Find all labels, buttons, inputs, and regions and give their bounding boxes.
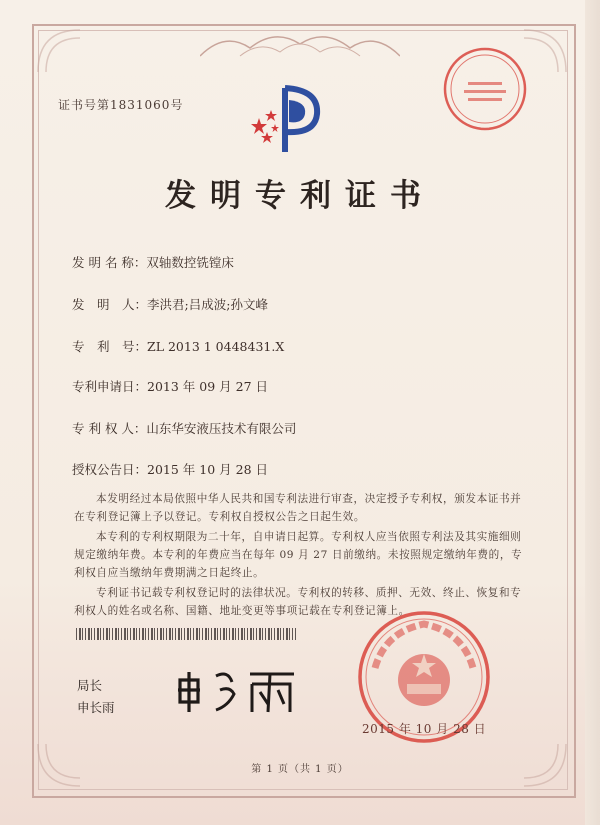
field-label: 授权公告日：: [72, 462, 148, 477]
paragraph-grant: 本发明经过本局依照中华人民共和国专利法进行审查，决定授予专利权，颁发本证书并在专利登记簿上予以登记。专利权自授权公告之日起生效。: [74, 493, 522, 523]
field-label: 发 明 人：: [72, 297, 148, 312]
page-number: 第 1 页（共 1 页）: [251, 764, 349, 775]
paragraph-term: 本专利的专利权期限为二十年，自申请日起算。专利权人应当依照专利法及其实施细则规定缴纳年费。本专利的年费应当在每年 09 月 27 日前缴纳。未按照规定缴纳年费的，专利权自应当缴纳年费期满之日起终止。: [74, 531, 523, 579]
field-value: 双轴数控铣镗床: [146, 255, 234, 270]
field-patent-number: [72, 337, 284, 355]
field-label: 发 明 名 称：: [72, 255, 147, 270]
certificate-number: 证书号第1831060号: [58, 98, 184, 112]
paragraph-legal-status: 专利证书记载专利权登记时的法律状况。专利权的转移、质押、无效、终止、恢复和专利权人的姓名或名称、国籍、地址变更等事项记载在专利登记簿上。: [74, 587, 522, 617]
field-inventors: [72, 295, 268, 313]
top-ornament: [200, 26, 400, 60]
seal-date: 2015 年 10 月 28 日: [362, 722, 487, 736]
field-label: 专 利 权 人：: [72, 421, 147, 436]
field-value: 2015 年 10 月 28 日: [147, 462, 269, 477]
patent-office-logo-icon: [245, 80, 323, 160]
field-value: 山东华安液压技术有限公司: [146, 421, 297, 436]
field-patentee: [72, 419, 296, 437]
field-value: 李洪君;吕成波;孙文峰: [147, 297, 268, 312]
signature-title: 局长: [77, 678, 103, 693]
handwritten-signature-icon: [172, 660, 302, 720]
field-application-date: [72, 377, 268, 395]
field-value: 2013 年 09 月 27 日: [147, 379, 269, 394]
field-label: 专利申请日：: [72, 379, 148, 394]
barcode: [76, 628, 296, 640]
field-label: 专 利 号：: [72, 339, 148, 354]
field-value: ZL 2013 1 0448431.X: [147, 339, 285, 354]
spine-strip: [585, 0, 600, 825]
field-grant-date: [72, 460, 268, 478]
document-title: 发明专利证书: [165, 178, 435, 214]
field-invention-name: [72, 253, 234, 271]
signature-name: 申长雨: [77, 700, 115, 715]
corner-ornament-tl: [36, 28, 82, 74]
agency-stamp-icon: [440, 44, 530, 134]
